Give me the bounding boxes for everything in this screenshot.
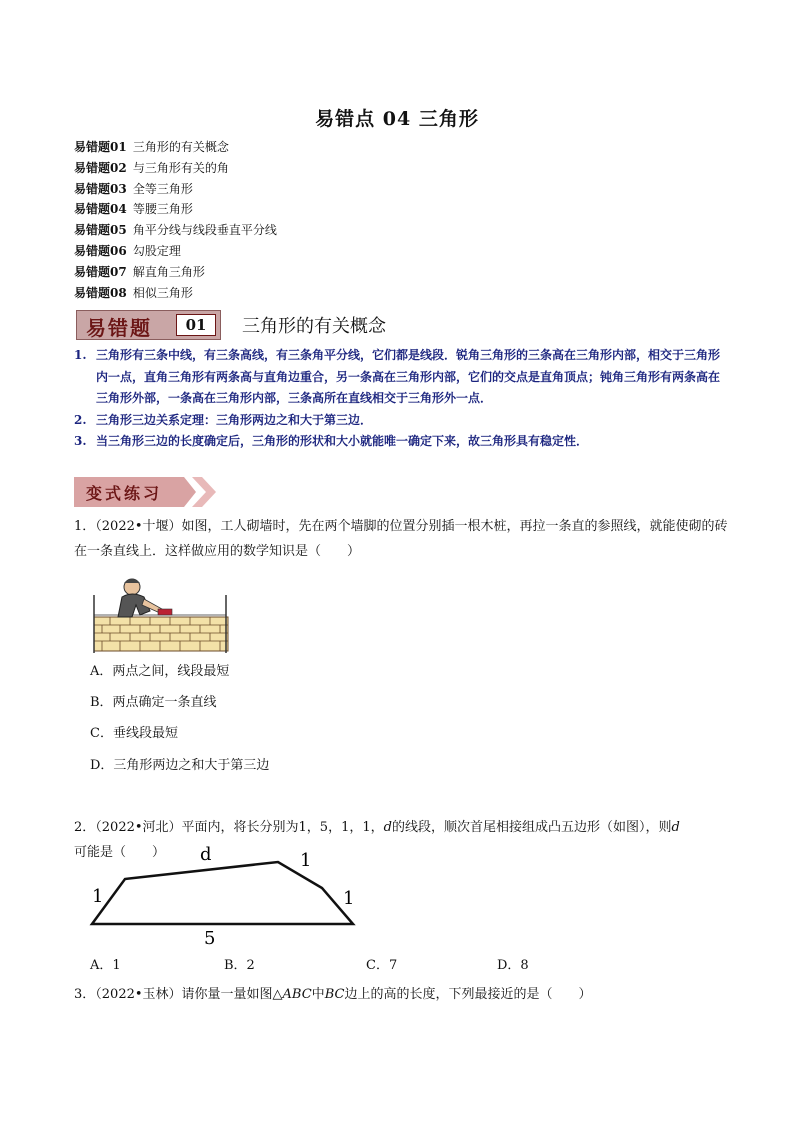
label-right: 1 <box>343 888 355 909</box>
toc-item: 易错题05 角平分线与线段垂直平分线 <box>74 223 277 238</box>
question-2-option-b[interactable]: B．2 <box>224 958 255 973</box>
label-left: 1 <box>92 886 104 907</box>
question-1-option-c[interactable]: C．垂线段最短 <box>90 726 178 741</box>
toc-item: 易错题06 勾股定理 <box>74 243 181 258</box>
banner-label: 易错题 <box>86 316 152 340</box>
key-notes <box>74 345 724 453</box>
question-2-option-c[interactable]: C．7 <box>366 958 398 973</box>
toc-item: 易错题03 全等三角形 <box>74 181 193 196</box>
page-title: 易错点 04 三角形 <box>315 108 479 130</box>
question-3-stem: 3．（2022•玉林）请你量一量如图△ABC中BC边上的高的长度，下列最接近的是（ ） <box>74 987 592 1002</box>
toc-item: 易错题04 等腰三角形 <box>74 202 193 217</box>
pentagon-shape <box>92 862 353 924</box>
practice-label: 变式练习 <box>86 484 163 503</box>
toc-item: 易错题02 与三角形有关的角 <box>74 160 229 175</box>
label-top-right: 1 <box>300 850 312 871</box>
note-item: 1. 三角形有三条中线，有三条高线，有三条角平分线，它们都是线段．锐角三角形的三条高在三角形内部，相交于三角形内一点，直角三角形有两条高与直角边重合，另一条高在三角形内部，它们的交点是直角顶点；钝角三角形有两条高在三角形外部，一条高在三角形内部，三条高所在直线相交于三角形外一点． <box>74 348 721 405</box>
label-bottom: 5 <box>204 928 216 949</box>
question-1-option-b[interactable]: B．两点确定一条直线 <box>90 695 217 710</box>
practice-banner <box>74 475 224 509</box>
question-2-stem: 2．（2022•河北）平面内，将长分别为1，5，1，1，d的线段，顺次首尾相接组成凸五边形（如图），则d 可能是（ ） <box>74 820 680 860</box>
question-1-option-d[interactable]: D．三角形两边之和大于第三边 <box>90 758 270 773</box>
note-item: 2. 三角形三边关系定理：三角形两边之和大于第三边． <box>74 412 373 427</box>
toc-item: 易错题07 解直角三角形 <box>74 264 205 279</box>
label-d: d <box>200 844 212 865</box>
bricklayer-illustration <box>90 575 230 655</box>
question-1-option-a[interactable]: A．两点之间，线段最短 <box>90 664 230 679</box>
section-banner <box>76 310 221 340</box>
section-title: 三角形的有关概念 <box>242 316 386 337</box>
note-item: 3. 当三角形三边的长度确定后，三角形的形状和大小就能唯一确定下来，故三角形具有稳定性． <box>74 434 589 448</box>
banner-number: 01 <box>176 314 216 336</box>
question-2-option-d[interactable]: D．8 <box>497 958 529 973</box>
toc-item: 易错题01 三角形的有关概念 <box>74 140 229 154</box>
pentagon-figure <box>88 840 368 950</box>
question-1-stem: 1．（2022•十堰）如图，工人砌墙时，先在两个墙脚的位置分别插一根木桩，再拉一条直的参照线，就能使砌的砖在一条直线上．这样做应用的数学知识是（ ） <box>74 519 728 559</box>
table-of-contents <box>74 137 277 303</box>
question-2-option-a[interactable]: A．1 <box>90 958 121 973</box>
toc-item: 易错题08 相似三角形 <box>74 285 193 300</box>
